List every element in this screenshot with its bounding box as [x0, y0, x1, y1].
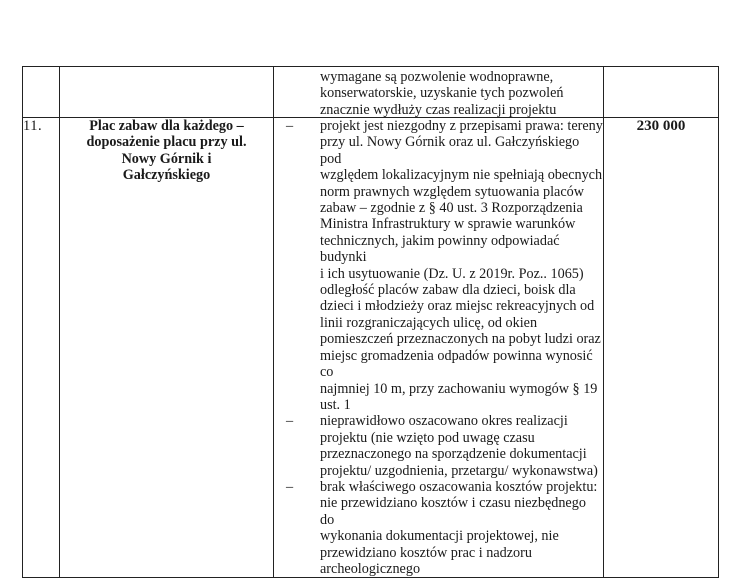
text-line: brak właściwego oszacowania kosztów projektu: — [320, 478, 598, 495]
text-line: względem lokalizacyjnym nie spełniają obecnych — [320, 167, 603, 184]
row-number: 11. — [23, 118, 60, 578]
text-line: nie przewidziano kosztów i czasu niezbędnego do — [320, 495, 586, 528]
text-line: przeznaczonego na sporządzenie dokumentacji — [320, 446, 587, 463]
text-line: Ministra Infrastruktury w sprawie warunków — [320, 216, 576, 233]
text-line: projekt jest niezgodny z przepisami prawa: tereny — [320, 118, 603, 134]
text-line: znacznie wydłuży czas realizacji projektu — [320, 101, 557, 118]
text-line: projektu/ uzgodnienia, przetargu/ wykonawstwa) — [320, 462, 598, 479]
cell-project-empty — [60, 67, 274, 118]
rejection-reasons — [274, 118, 604, 578]
text-line: przewidziano kosztów prac i nadzoru — [320, 544, 532, 561]
text-line: linii rozgraniczających ulicę, od okien — [320, 314, 538, 331]
text-line: pomieszczeń przeznaczonych na pobyt ludzi oraz — [320, 331, 601, 348]
cell-number-empty — [23, 67, 60, 118]
bullet-dash: – — [286, 478, 294, 495]
table-row-11 — [23, 118, 719, 578]
text-line: norm prawnych względem sytuowania placów — [320, 183, 584, 200]
table-row-continuation — [23, 67, 719, 118]
reason-item-2 — [274, 413, 603, 479]
text-line: zabaw – zgodnie z § 40 ust. 3 Rozporządzenia — [320, 200, 583, 217]
text-line: odległość placów zabaw dla dzieci, boisk dla — [320, 282, 576, 299]
reasons-list — [274, 118, 603, 577]
text-line: dzieci i młodzieży oraz miejsc rekreacyjnych od — [320, 298, 595, 315]
reason-item-1 — [274, 118, 603, 413]
projects-table — [22, 66, 719, 578]
project-name — [60, 118, 274, 578]
text-line: projektu (nie wzięto pod uwagę czasu — [320, 429, 535, 446]
project-name-line: Gałczyńskiego — [122, 167, 211, 184]
text-line: wykonania dokumentacji projektowej, nie — [320, 528, 559, 545]
text-line: i ich usytuowanie (Dz. U. z 2019r. Poz.. 1065) — [320, 265, 584, 282]
text-line: archeologicznego — [320, 560, 421, 577]
text-line: nieprawidłowo oszacowano okres realizacji — [320, 413, 568, 430]
text-line: technicznych, jakim powinny odpowiadać budynki — [320, 232, 560, 266]
bullet-dash: – — [286, 118, 294, 134]
amount-value: 230 000 — [604, 118, 719, 578]
text-line: wymagane są pozwolenie wodnoprawne, — [320, 69, 554, 85]
project-name-line: Plac zabaw dla każdego – — [89, 118, 244, 134]
text-line: przy ul. Nowy Górnik oraz ul. Gałczyńskiego pod — [320, 134, 580, 167]
reason-item-3 — [274, 479, 603, 577]
continuation-text — [274, 67, 603, 117]
project-name-line: Nowy Górnik i — [121, 150, 212, 167]
cell-continuation-notes — [274, 67, 604, 118]
text-line: konserwatorskie, uzyskanie tych pozwoleń — [320, 85, 564, 102]
bullet-dash: – — [286, 413, 294, 430]
text-line: ust. 1 — [320, 396, 351, 413]
text-line: najmniej 10 m, przy zachowaniu wymogów § 19 — [320, 380, 598, 397]
project-name-line: doposażenie placu przy ul. — [86, 134, 247, 151]
cell-amount-empty — [604, 67, 719, 118]
text-line: miejsc gromadzenia odpadów powinna wynosić co — [320, 347, 593, 381]
